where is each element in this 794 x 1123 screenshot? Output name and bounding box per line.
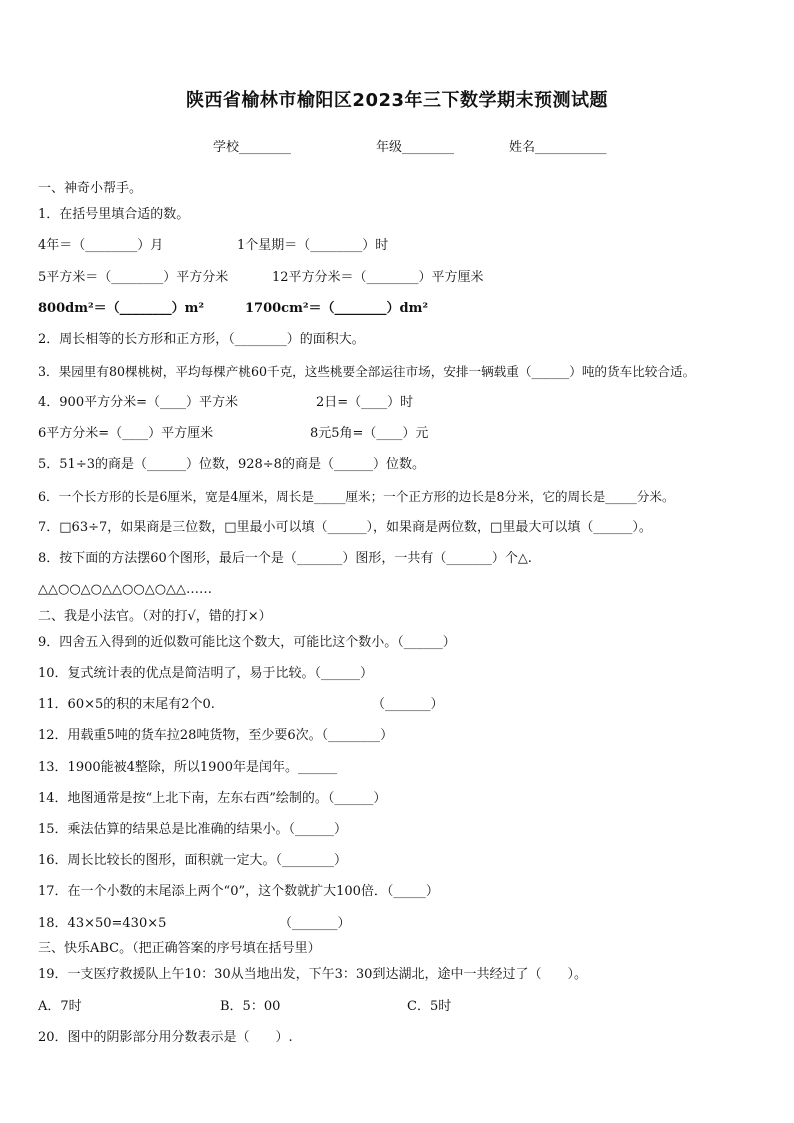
grade-field[interactable]: 年级________	[376, 140, 455, 155]
question-2: 2．周长相等的长方形和正方形，（________）的面积大。	[38, 332, 365, 347]
q1-item-d: 12平方分米＝（________）平方厘米	[272, 270, 484, 285]
question-19: 19．一支医疗救援队上午10：30从当地出发，下午3：30到达湖北，途中一共经过了（ ）。	[38, 967, 587, 982]
shape-sequence: △△○○△○△△○○△○△△……	[38, 582, 213, 597]
question-11-answer[interactable]: （_______）	[372, 697, 444, 712]
question-11: 11．60×5的积的末尾有2个0.	[38, 697, 215, 712]
q1-item-e: 800dm²＝（________）m²	[38, 301, 205, 316]
section-1-heading: 一、神奇小帮手。	[38, 181, 143, 196]
question-3: 3．果园里有80棵桃树，平均每棵产桃60千克，这些桃要全部运往市场，安排一辆载重（______）吨的货车比较合适。	[38, 364, 696, 379]
question-14: 14．地图通常是按“上北下南，左东右西”绘制的。（______）	[38, 791, 387, 806]
question-5: 5．51÷3的商是（______）位数，928÷8的商是（______）位数。	[38, 457, 425, 472]
q4-item-b: 2日=（____）时	[316, 395, 414, 410]
q4-item-d: 8元5角=（____）元	[310, 426, 429, 441]
question-9: 9．四舍五入得到的近似数可能比这个数大，可能比这个数小。（______）	[38, 635, 456, 650]
question-17: 17．在一个小数的末尾添上两个“0”，这个数就扩大100倍．（_____）	[38, 884, 439, 899]
question-18: 18．43×50=430×5	[38, 916, 167, 931]
q1-item-b: 1个星期＝（________）时	[237, 238, 389, 253]
name-field[interactable]: 姓名___________	[509, 140, 607, 155]
question-20: 20．图中的阴影部分用分数表示是（ ）.	[38, 1030, 293, 1045]
q4-item-a: 4．900平方分米=（____）平方米	[38, 395, 238, 410]
q1-item-a: 4年＝（________）月	[38, 238, 164, 253]
q19-option-c[interactable]: C．5时	[407, 999, 452, 1014]
question-13: 13．1900能被4整除，所以1900年是闰年。______	[38, 760, 337, 775]
question-1: 1．在括号里填合适的数。	[38, 207, 190, 222]
page-title: 陕西省榆林市榆阳区2023年三下数学期末预测试题	[185, 90, 609, 111]
question-12: 12．用载重5吨的货车拉28吨货物，至少要6次。（________）	[38, 728, 394, 743]
q19-option-b[interactable]: B．5：00	[220, 999, 281, 1014]
question-6: 6．一个长方形的长是6厘米，宽是4厘米，周长是_____厘米；一个正方形的边长是8分米，它的周长是_____分米。	[38, 489, 675, 504]
section-2-heading: 二、我是小法官。（对的打√，错的打×）	[38, 609, 272, 624]
question-18-answer[interactable]: （_______）	[279, 916, 351, 931]
q19-option-a[interactable]: A．7时	[38, 999, 82, 1014]
school-field[interactable]: 学校________	[213, 140, 292, 155]
q1-item-c: 5平方米＝（________）平方分米	[38, 270, 229, 285]
question-15: 15．乘法估算的结果总是比准确的结果小。（______）	[38, 822, 348, 837]
q1-item-f: 1700cm²＝（________）dm²	[245, 301, 429, 316]
question-7: 7．□63÷7，如果商是三位数，□里最小可以填（______），如果商是两位数，□里最大可以填（______）。	[38, 520, 652, 535]
question-16: 16．周长比较长的图形，面积就一定大。（________）	[38, 853, 348, 868]
question-10: 10．复式统计表的优点是简洁明了，易于比较。（______）	[38, 666, 374, 681]
q4-item-c: 6平方分米=（____）平方厘米	[38, 426, 214, 441]
question-8: 8．按下面的方法摆60个图形，最后一个是（_______）图形，一共有（_______）个△.	[38, 551, 532, 566]
section-3-heading: 三、快乐ABC。（把正确答案的序号填在括号里）	[38, 941, 321, 956]
